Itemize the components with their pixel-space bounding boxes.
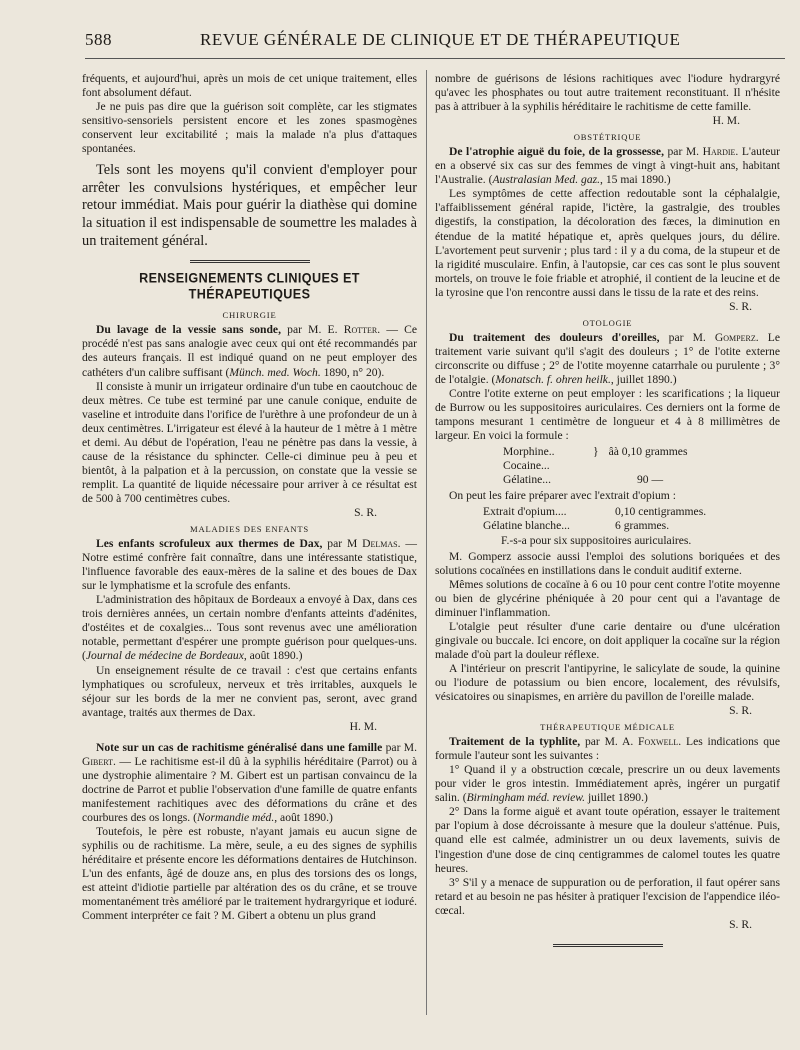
signature: S. R. — [729, 917, 752, 931]
paragraph: Il consiste à munir un irrigateur ordinaire d'un tube en caoutchouc de deux mètres. Ce tube est terminé par une canule conique, enduite de vaseline et introduite dans l'orifice de l'urèthre à une profondeur de un à deux centimètres. L'irrigateur est élevé à la hauteur de 1 mètre à 1 mètre et demi. Au début de l'opération, l'eau ne pénètre pas dans la vessie, à cause de la résistance du sphincter. Celle-ci diminue peu à peu et bientôt, à la palpation et à la percussion, on constate que la vessie se remplit. La quantité de liquide nécessaire pour arriver à ce résultat est de 500 à 700 centimètres cubes. — [82, 379, 417, 505]
formula-ingredient: Gélatine blanche... — [483, 519, 570, 533]
paragraph: nombre de guérisons de lésions rachitiques avec l'iodure hydrargyré qu'avec les phosphates ou tout autre traitement reconstituant. Il n'hésite pas à attribuer à la syphilis héréditaire le rachitisme de cette famille. — [435, 72, 780, 114]
paragraph: 3° S'il y a menace de suppuration ou de perforation, il faut opérer sans retard et au besoin ne pas hésiter à pratiquer l'excision de l'appendice iléo-cœcal. — [435, 875, 780, 917]
page-number: 588 — [85, 30, 112, 49]
author-name: Gomperz — [714, 330, 756, 344]
paragraph: Toutefois, le père est robuste, n'ayant jamais eu aucun signe de syphilis ou de rachitisme. La mère, seule, a eu des signes de syphilis héréditaire et présente encore les déformations dentaires de Hutchinson. L'un des enfants, âgé de douze ans, en plus des torsions des os longs, est atteint d'idiotie partielle par altération des os du crâne, et se trouve momentanément très amélioré par le traitement hydrargyrique et ioduré. Comment interpréter ce fait ? M. Gibert a obtenu un plus grand — [82, 825, 417, 923]
end-rule — [553, 944, 663, 947]
signature: S. R. — [354, 506, 377, 519]
author-name: Delmas — [362, 537, 398, 551]
source-journal: Normandie méd. — [196, 810, 275, 824]
article-title: Note sur un cas de rachitisme généralisé dans une famille — [96, 740, 383, 754]
paragraph-large: Tels sont les moyens qu'il convient d'employer pour arrêter les convulsions hystériques, et empêcher leur retour immédiat. Mais pour guérir la diathèse qui domine la situation il est indispensable de soumettre les malades à un traitement général. — [82, 162, 417, 249]
author-name: Foxwell — [638, 735, 679, 749]
signature: S. R. — [729, 299, 752, 313]
section-title: RENSEIGNEMENTS CLINIQUES ET THÉRAPEUTIQUES — [139, 270, 360, 302]
signature: S. R. — [729, 704, 752, 718]
author-name: Gibert — [82, 754, 114, 768]
left-column — [82, 72, 417, 923]
subsection-heading: OTOLOGIE — [582, 317, 633, 328]
source-journal: Münch. med. Woch. — [229, 365, 321, 379]
running-header — [85, 30, 785, 54]
subsection-heading: OBSTÉTRIQUE — [573, 132, 642, 143]
formula-ingredient: Morphine.. — [503, 445, 555, 459]
article-title: De l'atrophie aiguë du foie, de la grossesse, — [449, 145, 664, 159]
right-column — [435, 72, 780, 947]
article-lead: De l'atrophie aiguë du foie, de la grossesse, par M. Hardie. L'auteur en a observé six cas sur des femmes de vingt à vingt-huit ans, habitant l'Australie. (Australasian Med. gaz., 15 mai 1890.) — [435, 145, 780, 187]
formula-opium — [435, 505, 780, 547]
subsection-heading: CHIRURGIE — [222, 310, 277, 321]
section-rule — [190, 260, 310, 265]
paragraph: 2° Dans la forme aiguë et avant toute opération, essayer le traitement par l'opium à dose décroissante à mesure que la douleur s'atténue. Puis, quand elle est calmée, administrer un ou deux lavements, suivis de l'ingestion d'une dose de cinq centigrammes de calomel toutes les quatre heures. — [435, 805, 780, 875]
paragraph: On peut les faire préparer avec l'extrait d'opium : — [449, 489, 676, 503]
paragraph: Les symptômes de cette affection redoutable sont la céphalalgie, l'affaiblissement général rapide, l'ictère, la gastralgie, des troubles digestifs, la constipation, la décoloration des fæces, la diminution en étendue de la matité hépatique et, après quelques jours, du délire. L'avortement peut survenir ; plus tard : il y a du coma, de la stupeur et de la rigidité musculaire. Enfin, à l'autopsie, car ces cas sont le plus souvent mortels, on trouve le foie friable et atrophié, il contient de la leucine et de la tyrosine que l'on rencontre aussi dans le tissu de la rate et des reins. — [435, 187, 780, 299]
column-divider — [426, 70, 427, 1015]
paragraph: A l'intérieur on prescrit l'antipyrine, le salicylate de soude, la quinine ou l'iodure de potassium ou bien encore, localement, des révulsifs, vésicatoires ou sinapismes, en arrière du pavillon de l'oreille malade. — [435, 661, 780, 704]
article-title: Du lavage de la vessie sans sonde, — [96, 323, 281, 337]
article-lead: Du lavage de la vessie sans sonde, par M. E. Rotter. — Ce procédé n'est pas sans analogie avec ceux qui ont été recommandés par des auteurs français. Il est indiqué quand on ne peut employer des cathéters d'un calibre suffisant (Münch. med. Woch. 1890, n° 20). — [82, 323, 417, 379]
article-title: Du traitement des douleurs d'oreilles, — [449, 330, 660, 344]
paragraph: Contre l'otite externe on peut employer : les scarifications ; la liqueur de Burrow ou les suppositoires auriculaires. Ces derniers ont la forme de tampons mesurant 1 centimètre de longueur et 4 à 8 millimètres de largeur. En voici la formule : — [435, 387, 780, 443]
journal-title: REVUE GÉNÉRALE DE CLINIQUE ET DE THÉRAPEUTIQUE — [200, 30, 681, 49]
source-journal: Australasian Med. gaz. — [492, 173, 601, 187]
paragraph: Mêmes solutions de cocaïne à 6 ou 10 pour cent contre l'otite moyenne ou bien de glycérine phéniquée à 20 pour cent qui a l'avantage de diminuer l'inflammation. — [435, 577, 780, 619]
paragraph: L'otalgie peut résulter d'une carie dentaire ou d'une ulcération gingivale ou buccale. Ici encore, on doit appliquer la cocaïne sur la région malade d'où part la douleur réflexe. — [435, 619, 780, 661]
formula-ingredient: Cocaine... — [503, 459, 550, 473]
formula-quantity: 90 — — [637, 473, 664, 487]
formula-instruction: F.-s-a pour six suppositoires auriculaires. — [501, 533, 692, 547]
article-lead: Les enfants scrofuleux aux thermes de Dax, par M Delmas. — Notre estimé confrère fait connaître, dans une intéressante statistique, l'influence favorable des eaux-mères de la saline et des boues de Dax sur le lymphatisme et la scrofule des enfants. — [82, 537, 417, 593]
paragraph: 1° Quand il y a obstruction cœcale, prescrire un ou deux lavements pour vider le gros intestin. Immédiatement après, ingérer un purgatif salin. (Birmingham méd. review. juillet 1890.) — [435, 763, 780, 805]
formula-quantity: 6 grammes. — [615, 519, 670, 533]
paragraph: Je ne puis pas dire que la guérison soit complète, car les stigmates sensitivo-sensoriels persistent encore et les zones spasmogènes conservent leur excitabilité ; mais la malade n'a plus d'attaques spontanées. — [82, 100, 417, 156]
article-lead: Note sur un cas de rachitisme généralisé dans une famille par M. Gibert. — Le rachitisme est-il dû à la syphilis héréditaire (Parrot) ou à une dystrophie alimentaire ? M. Gibert est un partisan convaincu de la doctrine de Parrot et publie l'observation d'une famille de quatre enfants manifestement rachitiques avec des déformations du crâne et des courbures des os longs. (Normandie méd., août 1890.) — [82, 740, 417, 824]
paragraph: M. Gomperz associe aussi l'emploi des solutions boriquées et des solutions cocaïnées en instillations dans le conduit auditif externe. — [435, 549, 780, 577]
formula-quantity: âà 0,10 grammes — [608, 445, 688, 459]
article-lead: Traitement de la typhlite, par M. A. Foxwell. Les indications que formule l'auteur sont les suivantes : — [435, 735, 780, 763]
author-name: Hardie — [702, 145, 736, 159]
formula-ingredient: Gélatine... — [503, 473, 551, 487]
formula-suppositoires — [435, 445, 780, 487]
article-title: Les enfants scrofuleux aux thermes de Dax, — [96, 537, 323, 551]
paragraph: L'administration des hôpitaux de Bordeaux a envoyé à Dax, dans ces trois dernières années, un certain nombre d'enfants atteints d'adénites, d'ostéites et de coxalgies... Tous sont revenus avec une amélioration notable, permettant d'espérer une prompte guérison pour quelques-uns. (Journal de médecine de Bordeaux, août 1890.) — [82, 593, 417, 663]
formula-brace: } — [593, 445, 599, 459]
article-lead: Du traitement des douleurs d'oreilles, par M. Gomperz. Le traitement varie suivant qu'il s'agit des douleurs ; 1° de l'otite externe circonscrite ou diffuse ; 2° de l'otite moyenne catarrhale ou purulente ; 3° de l'otalgie. (Monatsch. f. ohren heilk., juillet 1890.) — [435, 330, 780, 386]
formula-quantity: 0,10 centigrammes. — [615, 505, 707, 519]
signature: H. M. — [712, 114, 740, 128]
subsection-heading: MALADIES DES ENFANTS — [190, 524, 309, 535]
formula-ingredient: Extrait d'opium.... — [483, 505, 567, 519]
header-rule — [85, 58, 785, 59]
signature: H. M. — [349, 719, 377, 733]
subsection-heading: THÉRAPEUTIQUE MÉDICALE — [540, 722, 675, 733]
paragraph: Un enseignement résulte de ce travail : c'est que certains enfants lymphatiques ou scrofuleux, nerveux et très irritables, auxquels le séjour sur les bords de la mer ne convient pas, seront, avec grand avantage, traités aux thermes de Dax. — [82, 663, 417, 719]
author-name: Rotter — [343, 323, 378, 337]
paragraph: fréquents, et aujourd'hui, après un mois de cet unique traitement, elles font absolument défaut. — [82, 72, 417, 100]
source-journal: Birmingham méd. review. — [466, 791, 586, 805]
source-journal: Journal de médecine de Bordeaux — [85, 649, 244, 663]
source-journal: Monatsch. f. ohren heilk. — [495, 372, 611, 386]
article-title: Traitement de la typhlite, — [449, 735, 581, 749]
